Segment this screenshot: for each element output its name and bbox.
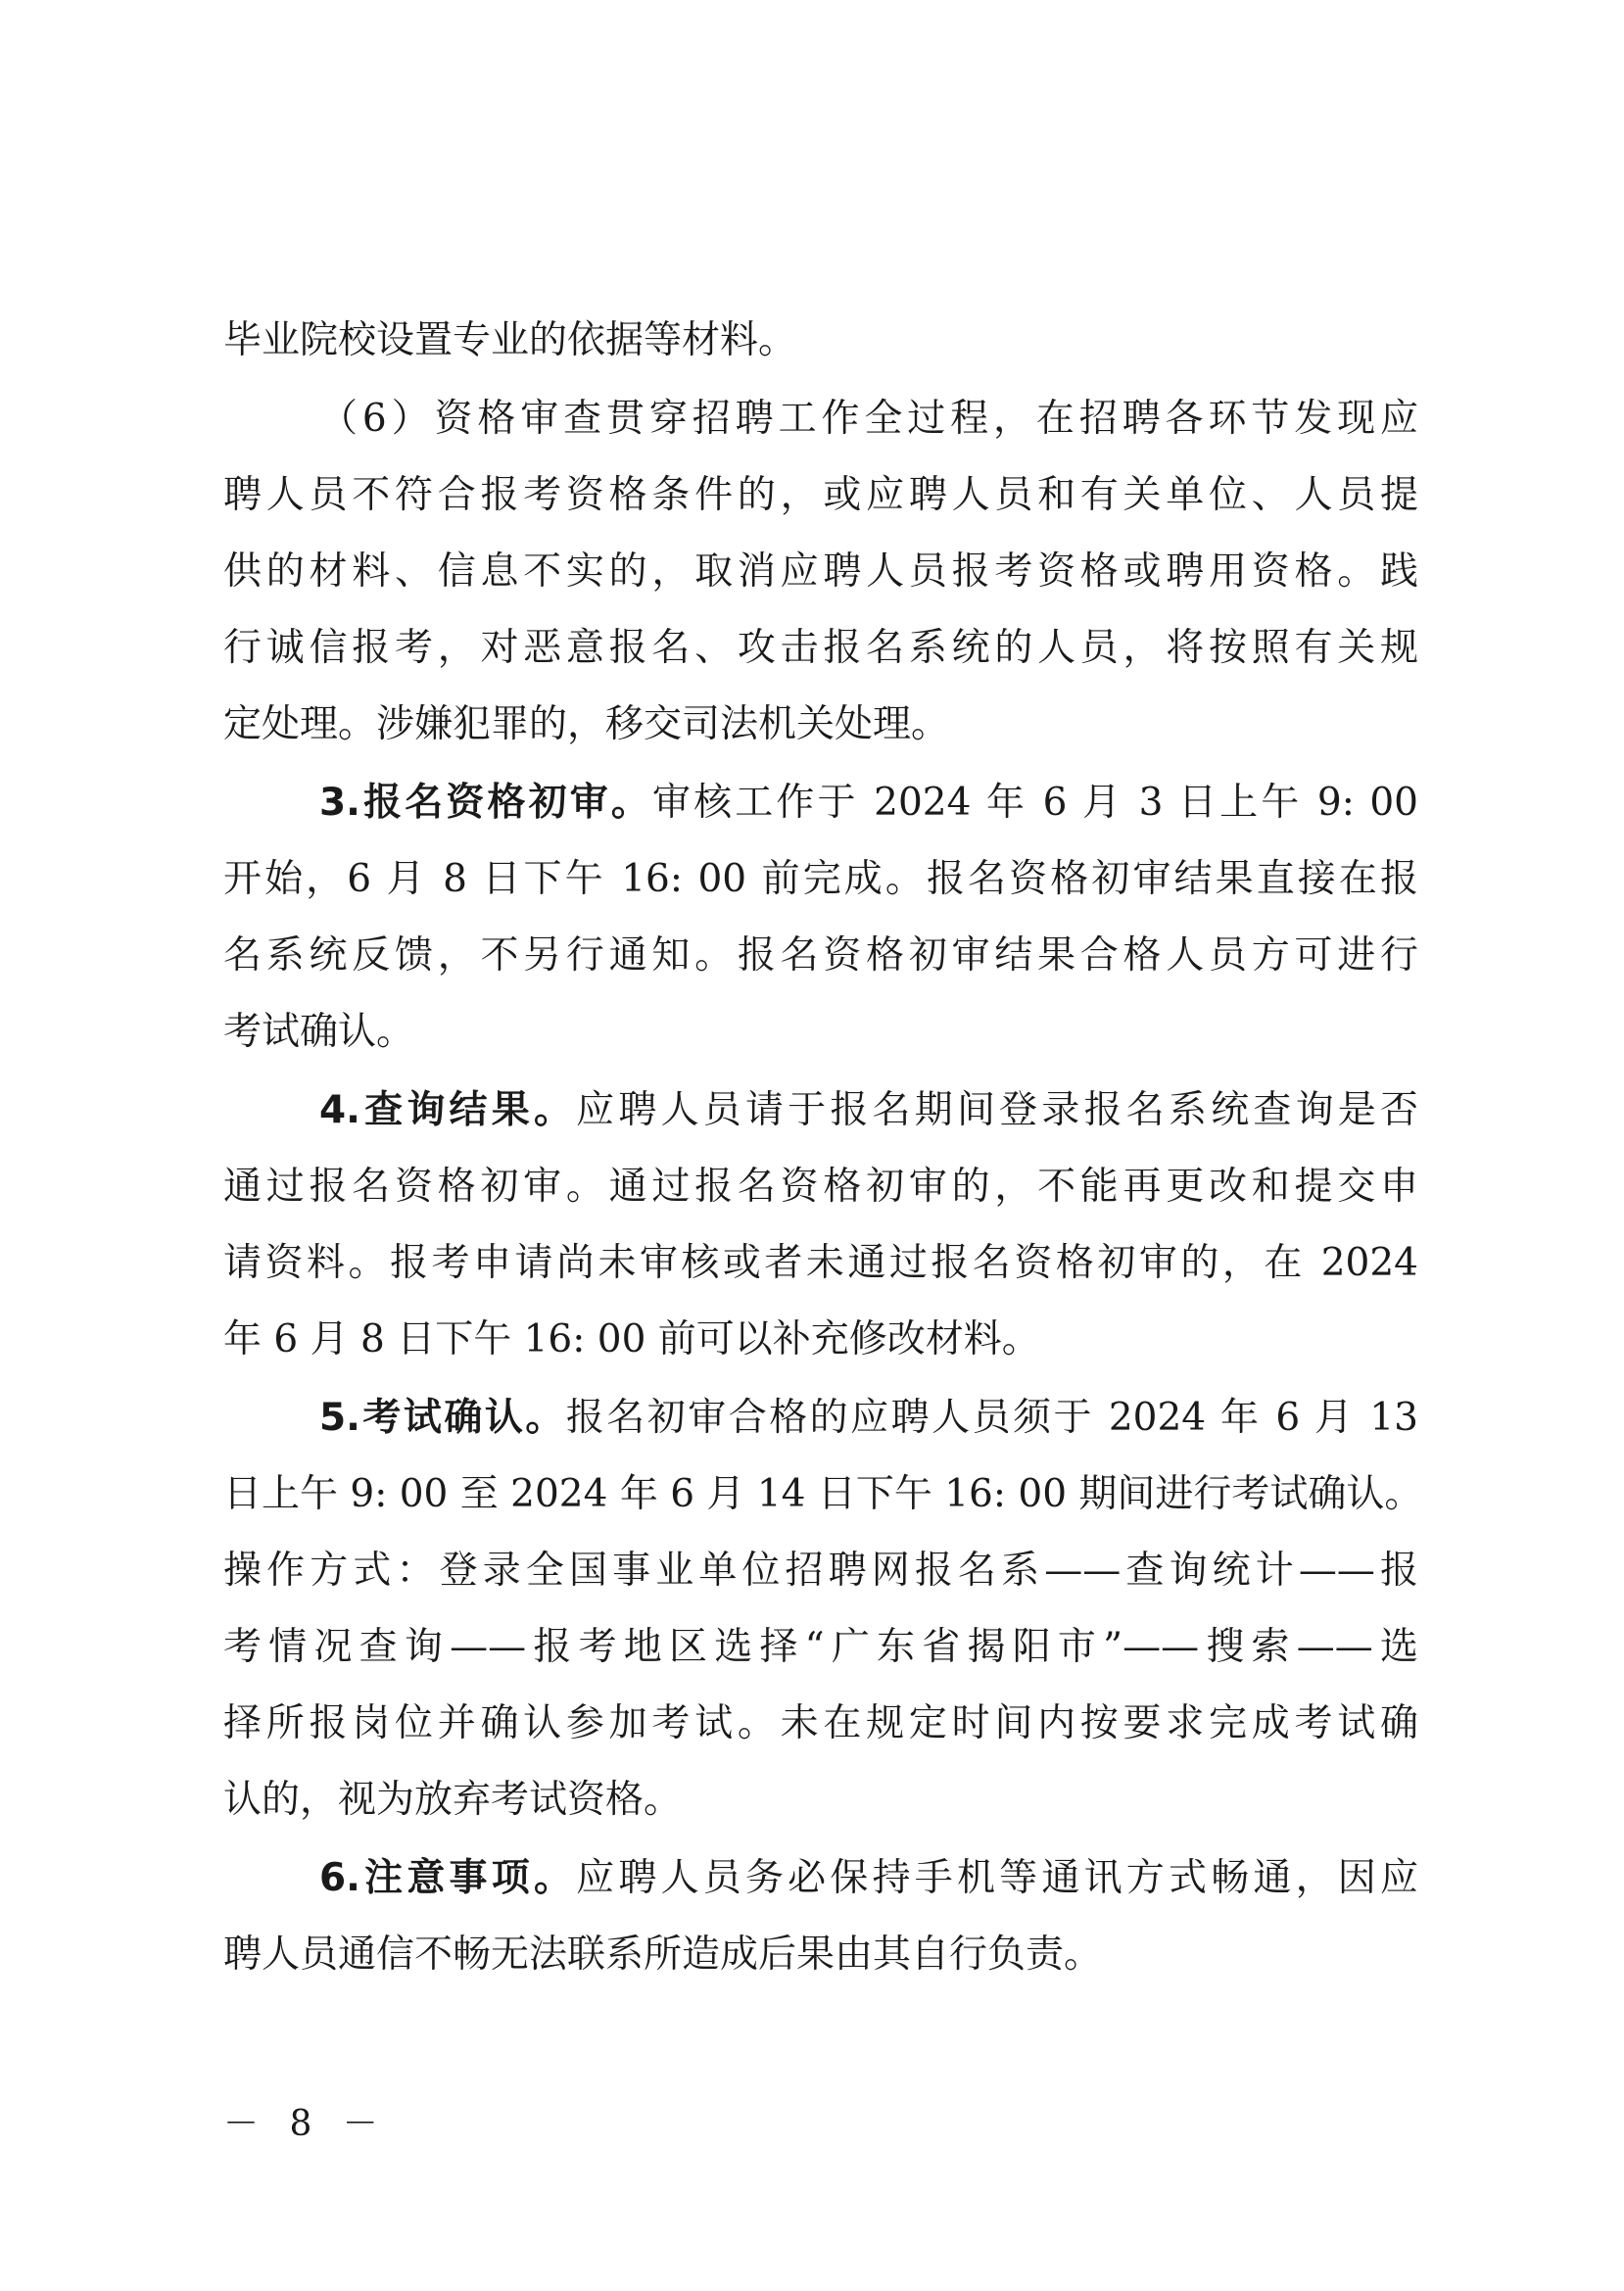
text-line (223, 850, 1418, 909)
text-line (223, 466, 1418, 525)
line-text: 开始，6 月 8 日下午 16: 00 前完成。报名资格初审结果直接在报 (223, 857, 1418, 901)
text-line (223, 1234, 1418, 1293)
section-heading: 4.查询结果。 (319, 1088, 577, 1132)
line-text: 操作方式：登录全国事业单位招聘网报名系——查询统计——报 (223, 1549, 1418, 1593)
line-text: （6）资格审查贯穿招聘工作全过程，在招聘各环节发现应 (319, 397, 1418, 441)
text-line (223, 1694, 1418, 1753)
text-line (223, 619, 1418, 678)
line-text: 日上午 9: 00 至 2024 年 6 月 14 日下午 16: 00 期间进行考试确认。 (223, 1472, 1423, 1516)
line-text: 请资料。报考申请尚未审核或者未通过报名资格初审的，在 2024 (223, 1241, 1418, 1285)
line-text: 择所报岗位并确认参加考试。未在规定时间内按要求完成考试确 (223, 1701, 1418, 1745)
text-line (223, 1465, 1423, 1524)
line-text: 聘人员通信不畅无法联系所造成后果由其自行负责。 (223, 1933, 1103, 1977)
text-line (223, 311, 1418, 370)
text-line (223, 695, 1418, 754)
line-text: 应聘人员务必保持手机等通讯方式畅通，因应 (576, 1856, 1418, 1900)
text-line (223, 1542, 1418, 1600)
line-text: 审核工作于 2024 年 6 月 3 日上午 9: 00 (652, 781, 1418, 825)
text-line (223, 927, 1418, 985)
line-text: 定处理。涉嫌犯罪的，移交司法机关处理。 (223, 702, 950, 746)
line-text: 考情况查询——报考地区选择“广东省揭阳市”——搜索——选 (223, 1625, 1418, 1669)
line-text: 考试确认。 (223, 1010, 415, 1054)
line-text: 年 6 月 8 日下午 16: 00 前可以补充修改材料。 (223, 1317, 1040, 1361)
text-line (319, 390, 1418, 449)
line-text: 通过报名资格初审。通过报名资格初审的，不能再更改和提交申 (223, 1165, 1418, 1209)
text-line (319, 774, 1418, 833)
line-text: 报名初审合格的应聘人员须于 2024 年 6 月 13 (565, 1396, 1418, 1440)
text-line (319, 1081, 1418, 1140)
text-line (223, 1618, 1418, 1677)
page-number: － 8 － (223, 2104, 388, 2144)
text-line (319, 1389, 1418, 1448)
line-text: 应聘人员请于报名期间登录报名系统查询是否 (576, 1088, 1418, 1132)
section-heading: 3.报名资格初审。 (319, 781, 652, 825)
text-line (223, 1311, 1418, 1369)
text-line (223, 543, 1418, 601)
line-text: 供的材料、信息不实的，取消应聘人员报考资格或聘用资格。践 (223, 549, 1418, 594)
text-line (223, 1003, 1418, 1062)
text-line (223, 1926, 1418, 1984)
text-line (319, 1849, 1418, 1908)
line-text: 毕业院校设置专业的依据等材料。 (223, 318, 797, 362)
line-text: 行诚信报考，对恶意报名、攻击报名系统的人员，将按照有关规 (223, 626, 1418, 670)
text-line (223, 1158, 1418, 1217)
text-line (223, 1771, 1418, 1830)
section-heading: 6.注意事项。 (319, 1856, 577, 1900)
line-text: 聘人员不符合报考资格条件的，或应聘人员和有关单位、人员提 (223, 473, 1418, 517)
section-heading: 5.考试确认。 (319, 1396, 566, 1440)
line-text: 认的，视为放弃考试资格。 (223, 1778, 683, 1822)
line-text: 名系统反馈，不另行通知。报名资格初审结果合格人员方可进行 (223, 933, 1418, 978)
